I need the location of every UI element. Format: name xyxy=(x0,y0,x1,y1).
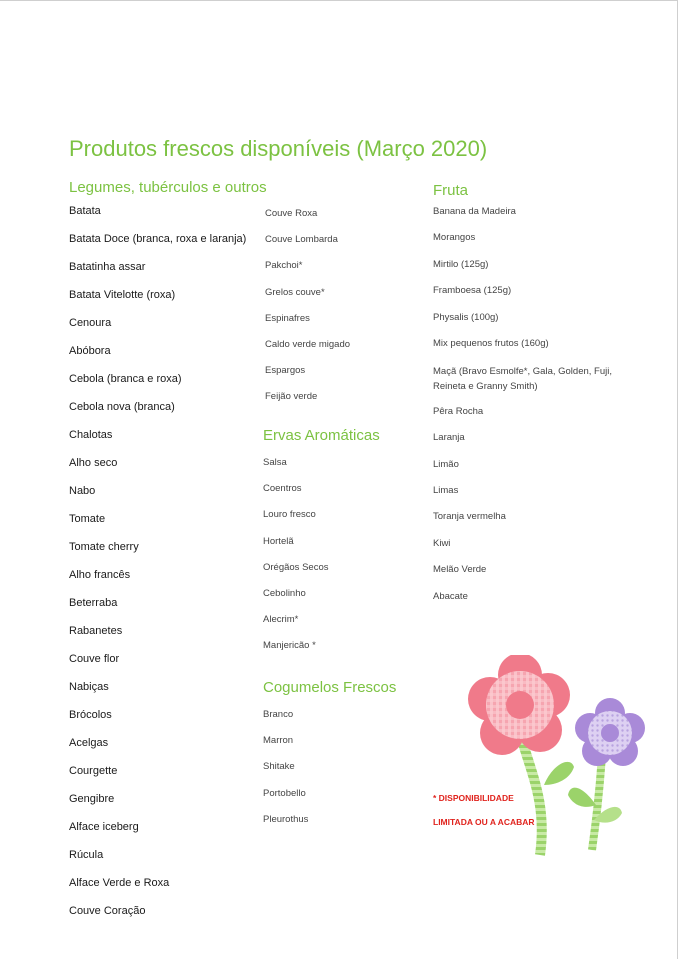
list-item: Gengibre xyxy=(69,793,115,805)
pink-flower xyxy=(468,655,570,755)
list-item: Banana da Madeira xyxy=(433,206,516,217)
list-item: Espargos xyxy=(265,365,306,377)
list-item: Orégãos Secos xyxy=(263,561,329,573)
list-item: Portobello xyxy=(263,787,306,799)
availability-note-line1: * DISPONIBILIDADE xyxy=(433,793,514,803)
page-title: Produtos frescos disponíveis (Março 2020) xyxy=(69,136,488,161)
list-item: Batata xyxy=(69,205,101,217)
list-item: Acelgas xyxy=(69,737,109,749)
availability-note-line2: LIMITADA OU A ACABAR xyxy=(433,817,535,827)
list-item: Couve Roxa xyxy=(265,208,318,219)
list-item: Batata Doce (branca, roxa e laranja) xyxy=(69,233,247,245)
ervas-heading: Ervas Aromáticas xyxy=(263,427,380,444)
fruta-heading: Fruta xyxy=(433,182,469,199)
list-item: Hortelã xyxy=(263,535,294,547)
list-item: Branco xyxy=(263,709,294,720)
list-item: Kiwi xyxy=(433,537,451,549)
list-item: Abacate xyxy=(433,590,468,602)
flowers-illustration xyxy=(462,655,652,860)
list-item: Espinafres xyxy=(265,312,310,324)
list-item: Physalis (100g) xyxy=(433,311,499,323)
purple-flower xyxy=(575,698,645,766)
legumes-heading: Legumes, tubérculos e outros xyxy=(69,179,267,196)
list-item: Couve flor xyxy=(69,653,120,665)
list-item: Louro fresco xyxy=(263,509,316,521)
list-item: Couve Lombarda xyxy=(265,234,338,246)
list-item: Cebola nova (branca) xyxy=(69,401,175,413)
list-item: Alface Verde e Roxa xyxy=(69,877,170,889)
list-item: Cebolinho xyxy=(263,588,306,599)
list-item: Manjericão * xyxy=(263,640,316,652)
list-item: Grelos couve* xyxy=(265,286,325,298)
list-item: Melão Verde xyxy=(433,564,487,576)
list-item: Pleurothus xyxy=(263,813,309,825)
leaf-left xyxy=(544,762,574,785)
list-item: Feijão verde xyxy=(265,391,318,403)
list-item: Brócolos xyxy=(69,709,112,721)
list-item: Pakchoi* xyxy=(265,260,303,272)
list-item: Alho francês xyxy=(69,569,131,581)
list-item: Mix pequenos frutos (160g) xyxy=(433,338,549,349)
list-item: Rabanetes xyxy=(69,625,123,637)
list-item: Alho seco xyxy=(69,457,118,469)
list-item: Shitake xyxy=(263,761,295,773)
list-item: Batatinha assar xyxy=(69,261,146,273)
list-item: Tomate xyxy=(69,513,106,525)
leaf-right xyxy=(568,788,596,807)
list-item: Toranja vermelha xyxy=(433,511,506,523)
cogumelos-heading: Cogumelos Frescos xyxy=(263,679,397,696)
list-item: Cenoura xyxy=(69,317,112,329)
list-item: Tomate cherry xyxy=(69,541,139,553)
list-item: Batata Vitelotte (roxa) xyxy=(69,289,176,301)
list-item: Caldo verde migado xyxy=(265,339,351,350)
list-item: Morangos xyxy=(433,232,476,244)
list-item: Maçã (Bravo Esmolfe*, Gala, Golden, Fuji, Reineta e Granny Smith) xyxy=(433,366,612,393)
list-item: Rúcula xyxy=(69,849,104,861)
list-item: Cebola (branca e roxa) xyxy=(69,373,182,385)
list-item: Couve Coração xyxy=(69,905,146,917)
list-item: Marron xyxy=(263,735,294,747)
list-item: Laranja xyxy=(433,432,465,444)
list-item: Coentros xyxy=(263,483,302,495)
list-item: Chalotas xyxy=(69,429,113,441)
list-item: Beterraba xyxy=(69,597,118,609)
list-item: Framboesa (125g) xyxy=(433,285,512,297)
pink-flower-stem xyxy=(522,740,542,855)
list-item: Courgette xyxy=(69,765,118,777)
list-item: Nabiças xyxy=(69,681,109,693)
list-item: Alecrim* xyxy=(263,614,299,626)
list-item: Limas xyxy=(433,485,459,496)
list-item: Abóbora xyxy=(69,345,111,357)
list-item: Salsa xyxy=(263,457,287,468)
list-item: Limão xyxy=(433,458,459,470)
list-item: Mirtilo (125g) xyxy=(433,258,489,270)
list-item: Nabo xyxy=(69,485,96,497)
list-item: Pêra Rocha xyxy=(433,405,484,417)
list-item: Alface iceberg xyxy=(69,821,139,833)
